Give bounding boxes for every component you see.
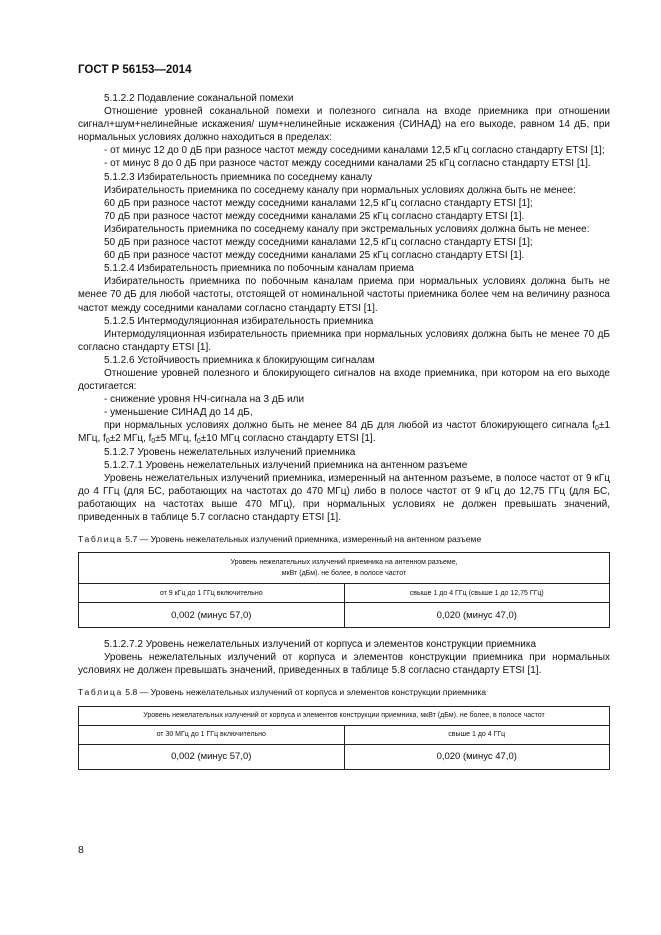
list-item: 70 дБ при разносе частот между соседними каналами 25 кГц согласно стандарту ETSI [1].	[104, 210, 525, 222]
paragraph: Избирательность приемника по побочным каналам приема при нормальных условиях должна быть не менее 70 дБ для любой частоты, отстоящей от номинальной частоты приемника более чем на величину разноса частот между соседними каналами согласно стандарту ETSI [1].	[78, 276, 610, 314]
list-item: 60 дБ при разносе частот между соседними каналами 25 кГц согласно стандарту ETSI [1].	[104, 250, 525, 262]
paragraph: Отношение уровней соканальной помехи и полезного сигнала на входе приемника при отношении сигнал+шум+нелинейные искажения/ шум+нелинейные искажения (СИНАД) на его выходе, равном 14 дБ, при нормальных условиях должно находиться в пределах:	[78, 106, 610, 144]
list-item: - от минус 8 до 0 дБ при разносе частот между соседними каналами 25 кГц согласно стандарту ETSI [1].	[104, 158, 591, 170]
section-heading-5-1-2-3: 5.1.2.3 Избирательность приемника по соседнему каналу	[104, 171, 373, 183]
table-header: Уровень нежелательных излучений приемника на антенном разъеме, мкВт (дБм). не более, в полосе частот	[79, 553, 610, 584]
list-item: - уменьшение СИНАД до 14 дБ,	[104, 407, 253, 419]
paragraph: Избирательность приемника по соседнему каналу при нормальных условиях должна быть не менее:	[104, 184, 576, 196]
list-item: 50 дБ при разносе частот между соседними каналами 12,5 кГц согласно стандарту ETSI [1];	[104, 237, 533, 249]
list-item: 60 дБ при разносе частот между соседними каналами 12,5 кГц согласно стандарту ETSI [1];	[104, 197, 533, 209]
paragraph: Отношение уровней полезного и блокирующего сигналов на входе приемника, при котором на его выходе достигается:	[78, 367, 610, 393]
table-column-header: свыше 1 до 4 ГГц (свыше 1 до 12,75 ГГц)	[344, 584, 610, 603]
section-heading-5-1-2-7-1: 5.1.2.7.1 Уровень нежелательных излучений приемника на антенном разъеме	[104, 459, 468, 471]
paragraph: Избирательность приемника по соседнему каналу при экстремальных условиях должна быть не менее:	[104, 223, 590, 235]
section-heading-5-1-2-5: 5.1.2.5 Интермодуляционная избирательность приемника	[104, 315, 374, 327]
table-column-header: свыше 1 до 4 ГГц	[344, 725, 610, 744]
document-header: ГОСТ Р 56153—2014	[78, 64, 192, 76]
table-header: Уровень нежелательных излучений от корпуса и элементов конструкции приемника, мкВт (дБм). не более, в полосе частот	[79, 706, 610, 725]
section-heading-5-1-2-7: 5.1.2.7 Уровень нежелательных излучений приемника	[104, 446, 356, 458]
table-column-header: от 30 МГц до 1 ГГц включительно	[79, 725, 345, 744]
table-caption-5-7: Таблица 5.7 — Уровень нежелательных излучений приемника, измеренный на антенном разъеме	[78, 534, 482, 545]
table-cell: 0,002 (минус 57,0)	[79, 744, 345, 769]
paragraph: Уровень нежелательных излучений от корпуса и элементов конструкции приемника при нормальных условиях не должен превышать значений, приведенных в таблице 5.8 согласно стандарту ETSI [1].	[78, 652, 610, 677]
paragraph: Интермодуляционная избирательность приемника при нормальных условиях должна быть не менее 70 дБ согласно стандарту ETSI [1].	[78, 328, 610, 353]
list-item: - снижение уровня НЧ-сигнала на 3 дБ или	[104, 394, 305, 406]
table-cell: 0,020 (минус 47,0)	[344, 603, 610, 628]
table-column-header: от 9 кГц до 1 ГГц включительно	[79, 584, 345, 603]
section-heading-5-1-2-6: 5.1.2.6 Устойчивость приемника к блокирующим сигналам	[104, 354, 375, 366]
table-cell: 0,020 (минус 47,0)	[344, 744, 610, 769]
list-item: - от минус 12 до 0 дБ при разносе частот между соседними каналами 12,5 кГц согласно стандарту ETSI [1];	[104, 145, 605, 157]
paragraph-blocking-frequencies: при нормальных условиях должно быть не менее 84 дБ для любой из частот блокирующего сигнала $f_0\pm 1$ МГц, $f_0\pm 2$ МГц, $f_0\pm 5$ МГц, $f_0\pm 10$ МГц согласно стандарту ETSI [1].	[78, 420, 610, 446]
document-body	[78, 92, 610, 770]
section-heading-5-1-2-2: 5.1.2.2 Подавление соканальной помехи	[104, 93, 294, 104]
table-5-7	[78, 552, 610, 628]
page-number: 8	[78, 844, 84, 856]
table-caption-5-8: Таблица 5.8 — Уровень нежелательных излучений от корпуса и элементов конструкции приемника	[78, 687, 487, 698]
table-5-8	[78, 706, 610, 770]
section-heading-5-1-2-4: 5.1.2.4 Избирательность приемника по побочным каналам приема	[104, 263, 414, 275]
paragraph: Уровень нежелательных излучений приемника, измеренный на антенном разъеме, в полосе частот от 9 кГц до 4 ГГц (для БС, работающих на частотах до 470 МГц) либо в полосе частот от 9 кГц до 12,75 ГГц (для БС, работающих на частотах выше 470 МГц), при нормальных условиях не должен превышать значений, приведенных в таблице 5.7 согласно стандарту ETSI [1].	[78, 472, 610, 523]
section-heading-5-1-2-7-2: 5.1.2.7.2 Уровень нежелательных излучений от корпуса и элементов конструкции приемника	[104, 639, 537, 651]
table-cell: 0,002 (минус 57,0)	[79, 603, 345, 628]
